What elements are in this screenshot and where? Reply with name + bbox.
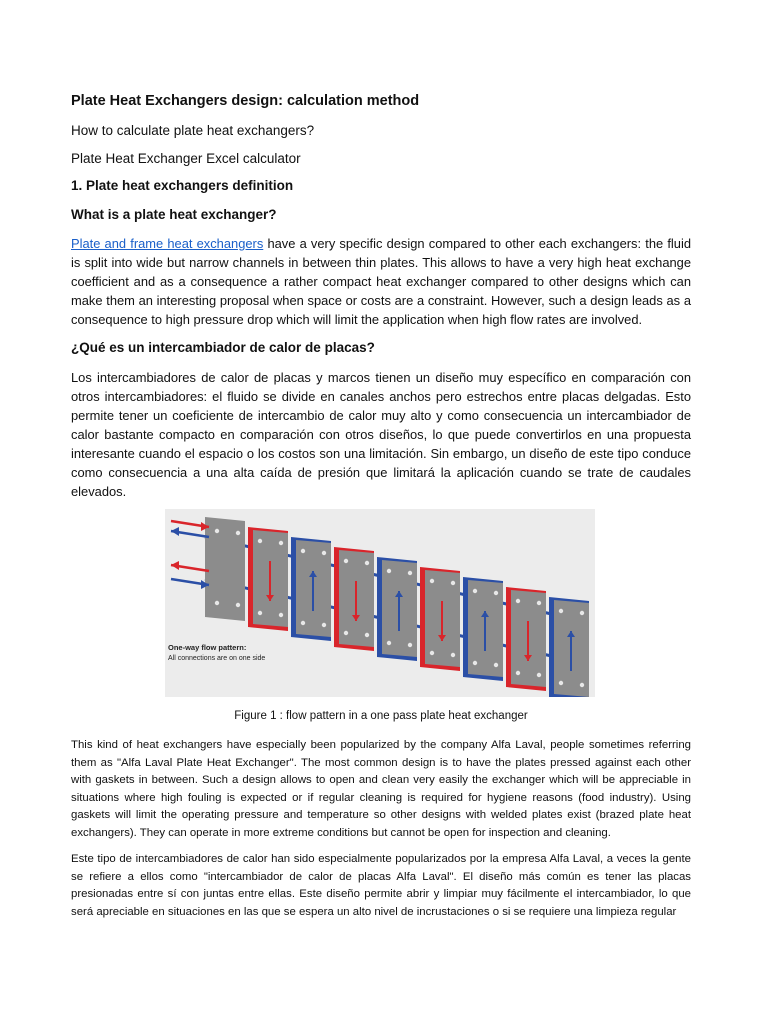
plate-port [322,623,326,627]
question-english: What is a plate heat exchanger? [71,207,277,222]
paragraph-english-definition [71,234,691,329]
plate-port [537,601,541,605]
plate-port [451,653,455,657]
plate-port [559,609,563,613]
plate-port [365,633,369,637]
plate-port [516,599,520,603]
plate-port [580,683,584,687]
plate-port [516,671,520,675]
plate-port [494,663,498,667]
question-spanish: ¿Qué es un intercambiador de calor de placas? [71,340,375,355]
plate-port [451,581,455,585]
figure-caption: Figure 1 : flow pattern in a one pass plate heat exchanger [234,710,528,722]
plate-port [580,611,584,615]
plate-port [537,673,541,677]
plate-port [236,603,240,607]
plate-port [258,611,262,615]
plate-port [215,529,219,533]
plate-port [494,591,498,595]
plate-port [430,579,434,583]
plate-port [344,631,348,635]
plate-port [301,621,305,625]
plate-port [258,539,262,543]
plate-port [559,681,563,685]
paragraph-spanish-alfa-laval: Este tipo de intercambiadores de calor han sido especialmente popularizados por la empresa Alfa Laval, a veces la gente se refiere a ellos como "intercambiador de calor de placas Alfa Laval". El diseño más común es tener las placas presionadas entre sí con juntas entre ellas. Este diseño permite abrir y limpiar muy fácilmente el intercambiador, lo que será apreciable en situaciones en las que se espera un alto nivel de incrustaciones o si se requiere una limpieza regular [71,853,691,918]
subtitle-excel-calculator: Plate Heat Exchanger Excel calculator [71,151,301,166]
paragraph-english-text: have a very specific design compared to other each exchangers: the fluid is split into wide but narrow channels in between thin plates. This allows to have a very high heat exchange coefficient and as a consequence a rather compact heat exchanger compared to other designs which can make them an interesting proposal when space or costs are a constraint. However, such a design leads as a consequence to high pressure drop which will limit the application when high flow rates are involved. [71,236,691,327]
plate-port [387,569,391,573]
plate-port [408,643,412,647]
plate-and-frame-link[interactable]: Plate and frame heat exchangers [71,236,264,251]
plate-port [279,541,283,545]
plate-port [301,549,305,553]
paragraph-spanish-definition: Los intercambiadores de calor de placas y marcos tienen un diseño muy específico en comparación con otros intercambiadores: el fluido se divide en canales anchos pero estrechos entre placas delgadas. Esto permite tener un coeficiente de intercambio de calor muy alto y como consecuencia un intercambiador de calor bastante compacto en comparación con otros diseños, lo que puede convertirlos en una propuesta interesante cuando el espacio o los costos son una limitación. Sin embargo, un diseño de este tipo conduce como consecuencia a una alta caída de presión que limitará la aplicación cuando se trate de caudales elevados. [71,370,691,499]
plate-port [365,561,369,565]
plate-port [408,571,412,575]
figure-label-title: One-way flow pattern: [168,643,247,652]
figure-flow-pattern [165,509,595,697]
plate-port [473,589,477,593]
figure-label-subtitle: All connections are on one side [168,655,266,662]
plate-port [279,613,283,617]
plate-port [473,661,477,665]
plate-port [430,651,434,655]
subtitle-how-to: How to calculate plate heat exchangers? [71,123,315,138]
page-title: Plate Heat Exchangers design: calculation method [71,93,420,109]
plate-port [236,531,240,535]
plate-heat-exchanger-illustration [165,509,595,697]
plate-port [322,551,326,555]
plate-port [215,601,219,605]
plate-port [344,559,348,563]
plate-port [387,641,391,645]
paragraph-english-alfa-laval: This kind of heat exchangers have especially been popularized by the company Alfa Laval, people sometimes referring them as "Alfa Laval Plate Heat Exchanger". The most common design is to have the plates pressed against each other with gaskets in between. Such a design allows to open and clean very easily the exchanger which will be appreciable in situations where high fouling is expected or if regular cleaning is required for hygiene reasons (food industry). Using gaskets will limit the operating pressure and temperature so other designs with welded plates exist (brazed plate heat exchangers). They can operate in more extreme conditions but cannot be open for inspection and cleaning. [71,739,691,839]
section-heading-definition: 1. Plate heat exchangers definition [71,178,294,193]
